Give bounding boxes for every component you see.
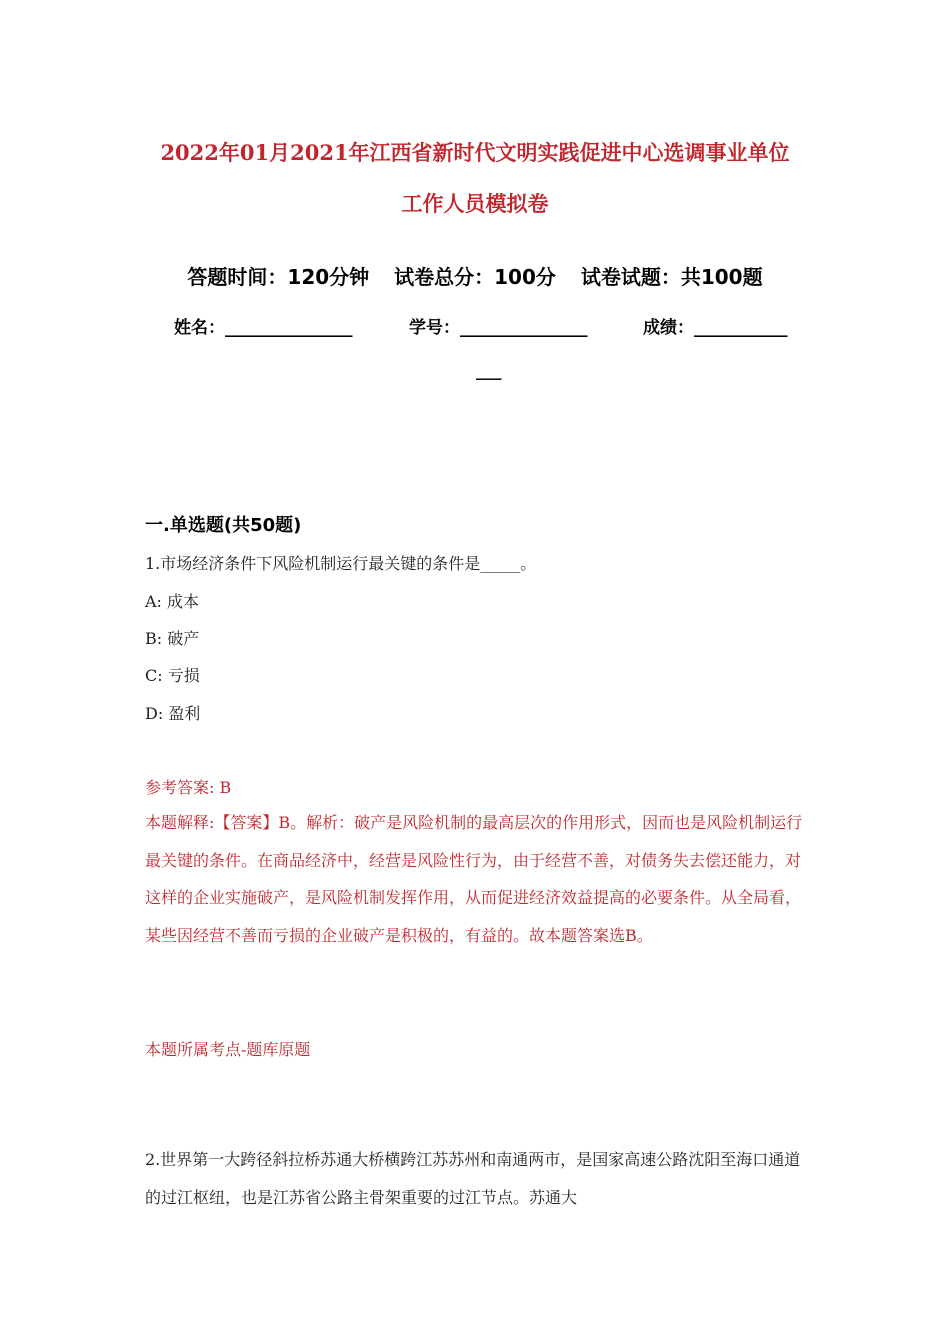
question-1-stem: 1.市场经济条件下风险机制运行最关键的条件是_____。 — [145, 554, 537, 573]
question-1-option-d: D: 盈利 — [145, 704, 201, 723]
score-field-continuation: ___ — [476, 361, 502, 381]
question-2-stem: 2.世界第一大跨径斜拉桥苏通大桥横跨江苏苏州和南通两市，是国家高速公路沈阳至海口通道的过江枢纽，也是江苏省公路主骨架重要的过江节点。苏通大 — [145, 1150, 801, 1207]
question-1-source: 本题所属考点-题库原题 — [145, 1040, 311, 1059]
question-1-answer: 参考答案: B — [145, 778, 232, 797]
question-1-option-a: A: 成本 — [145, 592, 200, 611]
exam-total-score: 试卷总分：100分 — [394, 265, 556, 289]
title-line-1: 2022年01月2021年江西省新时代文明实践促进中心选调事业单位 — [160, 140, 790, 165]
score-field: 成绩：___________ — [643, 318, 788, 338]
exam-time: 答题时间：120分钟 — [187, 265, 370, 289]
question-1-option-c: C: 亏损 — [145, 666, 200, 685]
question-1-option-b: B: 破产 — [145, 629, 200, 648]
section-title: 一.单选题(共50题) — [145, 515, 302, 536]
question-1-explanation: 本题解释:【答案】B。解析：破产是风险机制的最高层次的作用形式，因而也是风险机制运行最关键的条件。在商品经济中，经营是风险性行为，由于经营不善，对债务失去偿还能力，对这样的企业实施破产，是风险机制发挥作用，从而促进经济效益提高的必要条件。从全局看，某些因经营不善而亏损的企业破产是积极的，有益的。故本题答案选B。 — [145, 813, 803, 945]
student-id-field: 学号：_______________ — [409, 318, 588, 338]
exam-question-count: 试卷试题：共100题 — [580, 265, 763, 289]
exam-info — [0, 261, 950, 290]
name-field: 姓名：_______________ — [174, 318, 353, 338]
title-line-2: 工作人员模拟卷 — [401, 191, 549, 216]
